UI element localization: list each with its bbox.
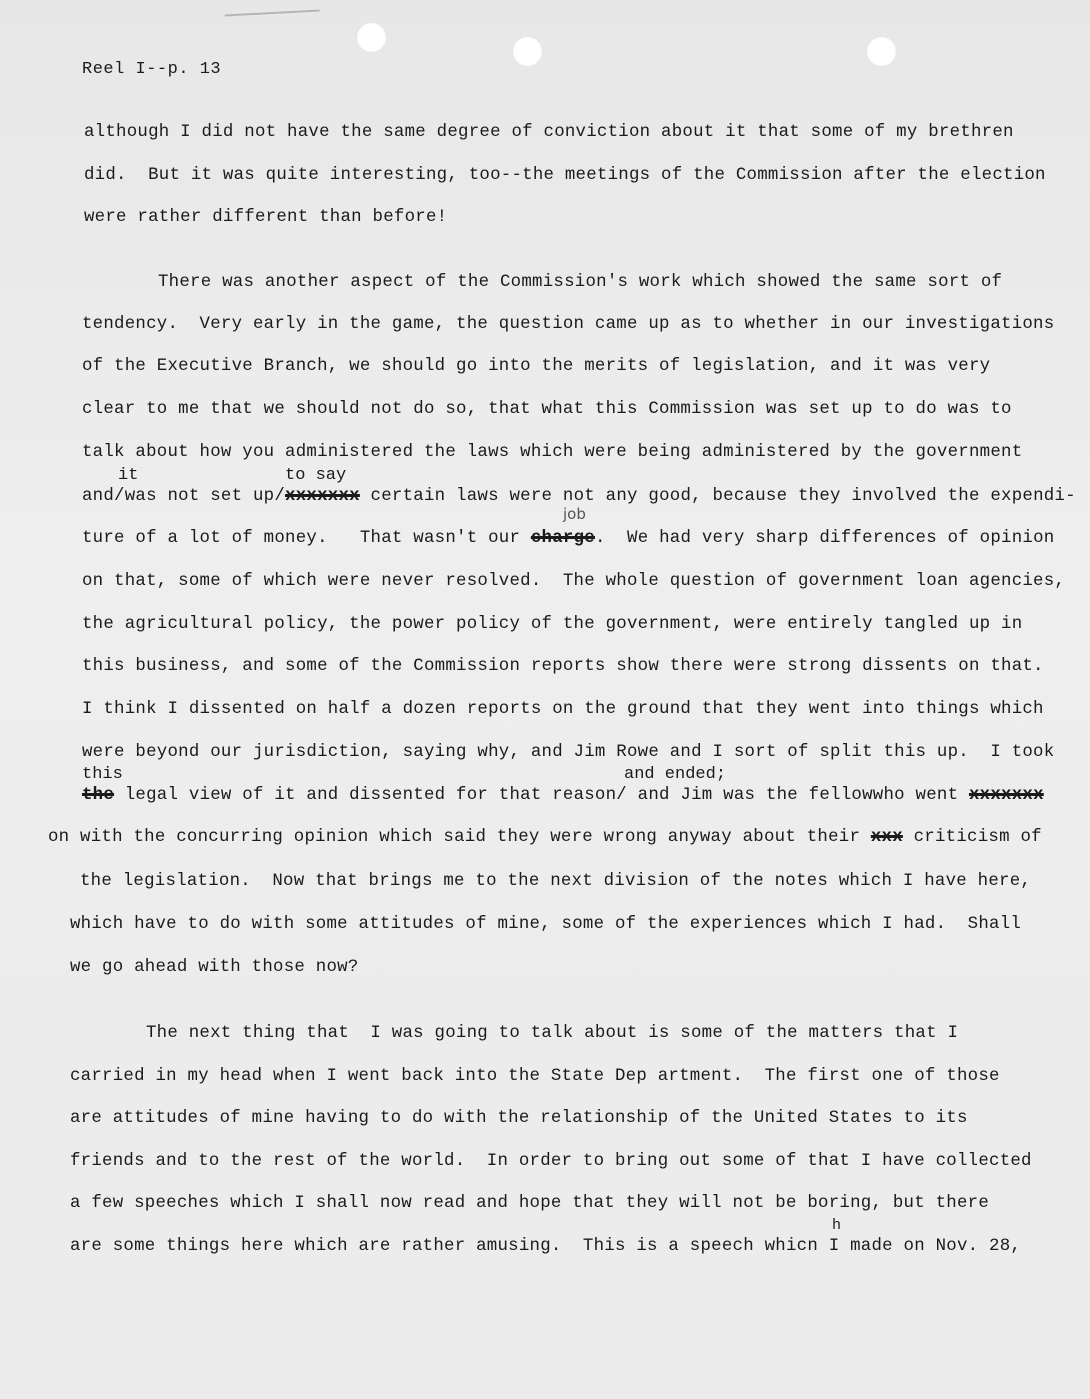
text-line: the agricultural policy, the power policy of the government, were entirely tangled up in [82, 615, 1023, 634]
punch-hole-right [866, 36, 897, 67]
text-line: of the Executive Branch, we should go into the merits of legislation, and it was very [82, 357, 991, 376]
typed-insertion: to say [285, 466, 347, 485]
text-line: on with the concurring opinion which said they were wrong anyway about their xxx criticism of [48, 828, 1042, 847]
page-header: Reel I--p. 13 [82, 60, 222, 79]
text-line: I think I dissented on half a dozen reports on the ground that they went into things which [82, 700, 1044, 719]
text-line: which have to do with some attitudes of mine, some of the experiences which I had. Shall [70, 915, 1022, 934]
struck-text: xxxxxxx [968, 786, 1044, 805]
text-line: a few speeches which I shall now read and hope that they will not be boring, but there [70, 1194, 990, 1213]
struck-text: xxx [870, 828, 903, 847]
typed-insertion: this [82, 765, 123, 784]
text-line: the legislation. Now that brings me to the next division of the notes which I have here, [80, 872, 1032, 891]
text-line: we go ahead with those now? [70, 958, 359, 977]
text-line: did. But it was quite interesting, too--the meetings of the Commission after the election [84, 166, 1046, 185]
struck-text: xxxxxxx [285, 487, 360, 506]
text-line: The next thing that I was going to talk about is some of the matters that I [146, 1024, 959, 1043]
text-line: and/was not set up/xxxxxxx certain laws were not any good, because they involved the expendi- [82, 487, 1076, 506]
text-line: There was another aspect of the Commission's work which showed the same sort of [158, 273, 1003, 292]
punch-hole-middle [512, 36, 543, 67]
text-line: friends and to the rest of the world. In order to bring out some of that I have collected [70, 1152, 1032, 1171]
handwritten-insertion: job [563, 505, 586, 523]
text-line: talk about how you administered the laws which were being administered by the government [82, 443, 1023, 462]
text-line: the legal view of it and dissented for that reason/ and Jim was the fellowwho went xxxxxxx [82, 786, 1044, 805]
typed-insertion: it [118, 466, 139, 485]
text-line: on that, some of which were never resolved. The whole question of government loan agencies, [82, 572, 1066, 591]
text-line: although I did not have the same degree of conviction about it that some of my brethren [84, 123, 1014, 142]
pencil-smudge [225, 10, 321, 29]
typed-insertion: and ended; [624, 765, 727, 784]
text-line: clear to me that we should not do so, that what this Commission was set up to do was to [82, 400, 1012, 419]
typed-insertion: h [832, 1217, 842, 1234]
struck-text: charge [530, 529, 595, 548]
text-line: tendency. Very early in the game, the question came up as to whether in our investigations [82, 315, 1055, 334]
text-line: carried in my head when I went back into the State Dep artment. The first one of those [70, 1067, 1000, 1086]
text-line: ture of a lot of money. That wasn't our charge. We had very sharp differences of opinion [82, 529, 1055, 548]
punch-hole-left [356, 22, 387, 53]
text-line: are attitudes of mine having to do with the relationship of the United States to its [70, 1109, 968, 1128]
struck-text: the [82, 786, 115, 805]
text-line: were beyond our jurisdiction, saying why, and Jim Rowe and I sort of split this up. I took [82, 743, 1055, 762]
text-line: this business, and some of the Commission reports show there were strong dissents on that. [82, 657, 1044, 676]
text-line: are some things here which are rather amusing. This is a speech whicn I made on Nov. 28, [70, 1237, 1022, 1256]
text-line: were rather different than before! [84, 208, 448, 227]
